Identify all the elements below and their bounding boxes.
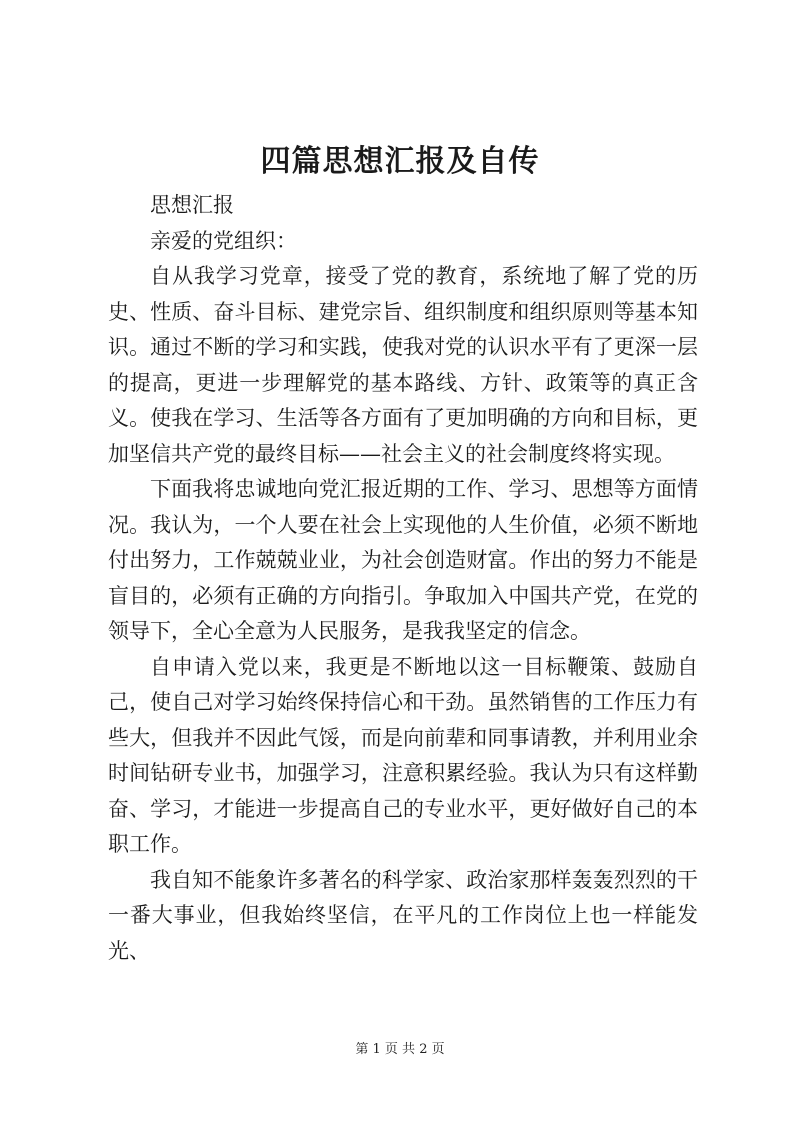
section-heading: 思想汇报 [150, 193, 234, 217]
document-body [108, 188, 698, 969]
page-footer: 第 1 页 共 2 页 [355, 1042, 445, 1057]
document-title: 四篇思想汇报及自传 [260, 144, 540, 179]
paragraph-3: 自申请入党以来，我更是不断地以这一目标鞭策、鼓励自己，使自己对学习始终保持信心和干劲。虽然销售的工作压力有些大，但我并不因此气馁，而是向前辈和同事请教，并利用业余时间钻研专业书，加强学习，注意积累经验。我认为只有这样勤奋、学习，才能进一步提高自己的专业水平，更好做好自己的本职工作。 [108, 654, 698, 856]
salutation: 亲爱的党组织： [150, 228, 297, 253]
paragraph-4: 我自知不能象许多著名的科学家、政治家那样轰轰烈烈的干一番大事业，但我始终坚信，在平凡的工作岗位上也一样能发光、 [108, 867, 698, 963]
paragraph-2: 下面我将忠诚地向党汇报近期的工作、学习、思想等方面情况。我认为，一个人要在社会上实现他的人生价值，必须不断地付出努力，工作兢兢业业，为社会创造财富。作出的努力不能是盲目的，必须有正确的方向指引。争取加入中国共产党，在党的领导下，全心全意为人民服务，是我我坚定的信念。 [108, 477, 698, 643]
paragraph-1: 自从我学习党章，接受了党的教育，系统地了解了党的历史、性质、奋斗目标、建党宗旨、组织制度和组织原则等基本知识。通过不断的学习和实践，使我对党的认识水平有了更深一层的提高，更进一步理解党的基本路线、方针、政策等的真正含义。使我在学习、生活等各方面有了更加明确的方向和目标，更加坚信共产党的最终目标——社会主义的社会制度终将实现。 [108, 264, 698, 466]
